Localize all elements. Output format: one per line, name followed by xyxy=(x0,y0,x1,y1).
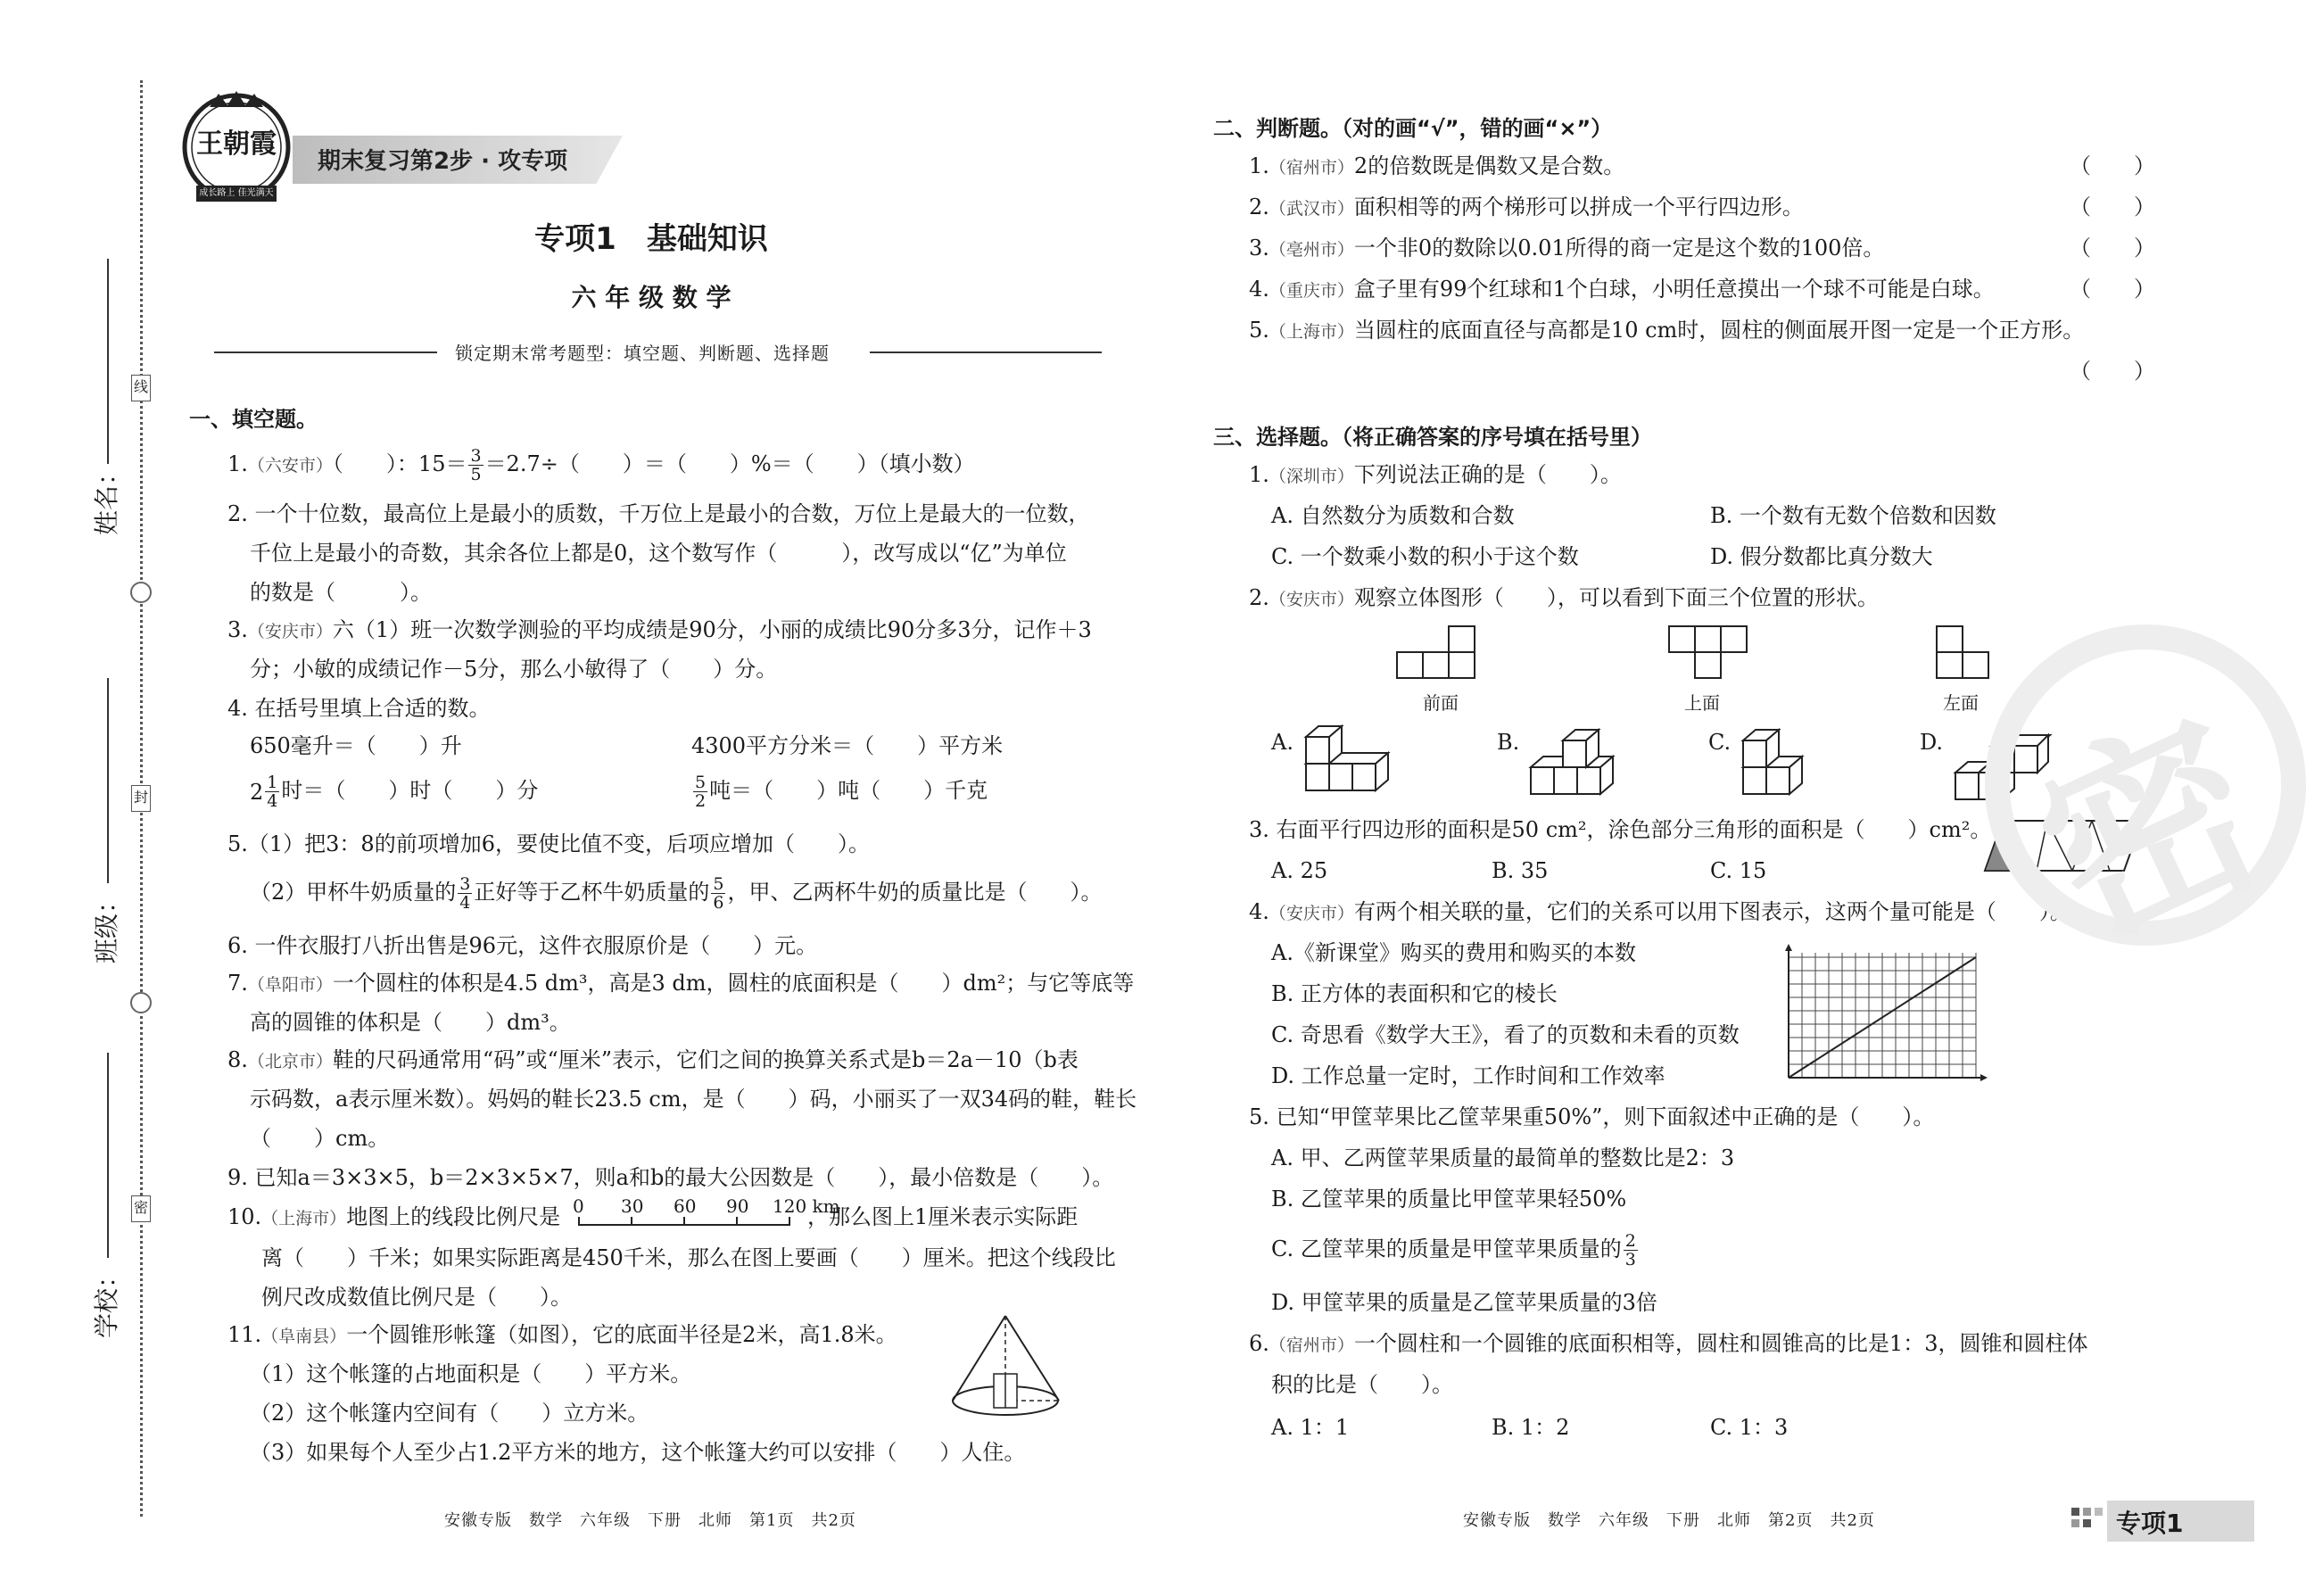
page-subtitle: 六 年 级 数 学 xyxy=(571,283,731,312)
seal-mark-1: 线 xyxy=(131,375,151,401)
q5-line-1: 5.（1）把3：8的前项增加6，要使比值不变，后项应增加（ ）。 xyxy=(227,831,870,856)
q11-line-1: 11.（阜南县）一个圆锥形帐篷（如图），它的底面半径是2米，高1.8米。 xyxy=(227,1322,897,1347)
page-title: 专项1 基础知识 xyxy=(534,221,768,257)
judge-4-answer[interactable]: （ ） xyxy=(2070,277,2155,302)
q4-title: 4. 在括号里填上合适的数。 xyxy=(227,696,491,721)
choice-3: 3. 右面平行四边形的面积是50 cm²，涂色部分三角形的面积是（ ）cm²。 xyxy=(1249,817,1992,842)
section-fill-blank-heading: 一、填空题。 xyxy=(189,407,318,432)
q4-c: 2 $\frac{1}{4}$ 时＝（ ）时（ ）分 xyxy=(250,773,539,811)
left-footer: 安徽专版 数学 六年级 下册 北师 第1页 共2页 xyxy=(444,1511,856,1530)
q4-d: $\frac{5}{2}$ 吨＝（ ）吨（ ）千克 xyxy=(695,773,988,811)
view-top-figure xyxy=(1668,624,1748,680)
choice-6-b: B. 1：2 xyxy=(1492,1415,1570,1440)
q3-line-2: 分；小敏的成绩记作－5分，那么小敏得了（ ）分。 xyxy=(250,657,778,682)
solid-b-figure xyxy=(1527,723,1634,798)
q8-line-2: 示码数，a表示厘米数）。妈妈的鞋长23.5 cm，是（ ）码，小丽买了一双34码的鞋，鞋长 xyxy=(250,1087,1137,1112)
q4-b: 4300平方分米＝（ ）平方米 xyxy=(691,733,1004,758)
solid-c-figure xyxy=(1740,723,1829,798)
q2-line-1: 2. 一个十位数，最高位上是最小的质数，千万位上是最小的合数，万位上是最大的一位数， xyxy=(227,501,1090,526)
scale-tick-60: 60 xyxy=(674,1195,697,1217)
scale-tick-0: 0 xyxy=(573,1195,584,1217)
q9-line: 9. 已知a＝3×3×5，b＝2×3×5×7，则a和b的最大公因数是（ ），最小倍数是（ ）。 xyxy=(227,1165,1114,1190)
choice-2-option-a: A. xyxy=(1271,730,1294,755)
tagline: 锁定期末常考题型：填空题、判断题、选择题 xyxy=(455,343,830,364)
choice-3-b: B. 35 xyxy=(1492,858,1549,883)
q1-line: 1.（六安市）（ ）：15＝ $\frac{3}{5}$ ＝2.7÷（ ）＝（ ）%＝（ ）（填小数） xyxy=(227,446,975,484)
choice-1-b: B. 一个数有无数个倍数和因数 xyxy=(1710,503,1996,528)
name-label: 姓名： xyxy=(92,459,121,535)
q4-a: 650毫升＝（ ）升 xyxy=(250,733,462,758)
choice-5: 5. 已知“甲筐苹果比乙筐苹果重50%”，则下面叙述中正确的是（ ）。 xyxy=(1249,1104,1935,1129)
judge-4: 4.（重庆市）盒子里有99个红球和1个白球，小明任意摸出一个球不可能是白球。 xyxy=(1249,277,1995,302)
choice-1-c: C. 一个数乘小数的积小于这个数 xyxy=(1271,544,1579,569)
choice-6-c: C. 1：3 xyxy=(1710,1415,1789,1440)
q3-line-1: 3.（安庆市）六（1）班一次数学测验的平均成绩是90分，小丽的成绩比90分多3分，记作＋3 xyxy=(227,617,1092,642)
choice-6-line-1: 6.（宿州市）一个圆柱和一个圆锥的底面积相等，圆柱和圆锥高的比是1：3，圆锥和圆柱体 xyxy=(1249,1331,2088,1356)
choice-6-a: A. 1：1 xyxy=(1271,1415,1350,1440)
choice-4-a: A.《新课堂》购买的费用和购买的本数 xyxy=(1271,940,1636,965)
view-left-label: 左面 xyxy=(1943,692,1979,714)
binding-circle-1 xyxy=(130,582,152,603)
q11-line-4: （3）如果每个人至少占1.2平方米的地方，这个帐篷大约可以安排（ ）人住。 xyxy=(250,1440,1026,1465)
q10-line-1b: ，那么图上1厘米表示实际距 xyxy=(807,1204,1079,1229)
scale-bar xyxy=(573,1195,840,1236)
q2-line-2: 千位上是最小的奇数，其余各位上都是0，这个数写作（ ），改写成以“亿”为单位 xyxy=(250,541,1067,566)
class-field[interactable] xyxy=(107,678,109,883)
choice-2-option-d: D. xyxy=(1920,730,1944,755)
logo-text: 王朝霞 xyxy=(196,128,277,160)
view-front-label: 前面 xyxy=(1423,692,1459,714)
binding-circle-2 xyxy=(130,992,152,1013)
watermark-seal xyxy=(1985,624,2306,984)
line-graph-figure xyxy=(1775,944,1989,1087)
q10-line-2: 离（ ）千米；如果实际距离是450千米，那么在图上要画（ ）厘米。把这个线段比 xyxy=(261,1245,1116,1270)
choice-5-c: C. 乙筐苹果的质量是甲筐苹果质量的 $\frac{2}{3}$ xyxy=(1271,1231,1636,1269)
q7-line-2: 高的圆锥的体积是（ ）dm³。 xyxy=(250,1010,571,1035)
scale-tick-90: 90 xyxy=(726,1195,749,1217)
brand-logo xyxy=(178,89,294,205)
judge-3-answer[interactable]: （ ） xyxy=(2070,236,2155,260)
seal-mark-2: 封 xyxy=(131,785,151,812)
q5-line-2: （2）甲杯牛奶质量的 $\frac{3}{4}$ 正好等于乙杯牛奶质量的 $\frac{5}{6}$ ，甲、乙两杯牛奶的质量比是（ ）。 xyxy=(250,874,1103,913)
choice-4-d: D. 工作总量一定时，工作时间和工作效率 xyxy=(1271,1063,1665,1088)
judge-2-answer[interactable]: （ ） xyxy=(2070,194,2155,219)
judge-1-answer[interactable]: （ ） xyxy=(2070,153,2155,178)
scale-tick-30: 30 xyxy=(621,1195,644,1217)
solid-a-figure xyxy=(1302,723,1409,794)
right-footer: 安徽专版 数学 六年级 下册 北师 第2页 共2页 xyxy=(1463,1511,1875,1530)
class-label: 班级： xyxy=(92,888,121,963)
choice-2: 2.（安庆市）观察立体图形（ ），可以看到下面三个位置的形状。 xyxy=(1249,585,1879,610)
choice-3-c: C. 15 xyxy=(1710,858,1767,883)
choice-2-option-b: B. xyxy=(1497,730,1520,755)
view-left-figure xyxy=(1936,624,1991,680)
section-choice-heading: 三、选择题。（将正确答案的序号填在括号里） xyxy=(1213,425,1652,450)
q8-line-1: 8.（北京市）鞋的尺码通常用“码”或“厘米”表示，它们之间的换算关系式是b＝2a－10（b表 xyxy=(227,1047,1079,1072)
seal-mark-3: 密 xyxy=(131,1195,151,1222)
scale-tick-120: 120 km xyxy=(773,1195,840,1217)
choice-5-b: B. 乙筐苹果的质量比甲筐苹果轻50% xyxy=(1271,1187,1627,1211)
judge-1: 1.（宿州市）2的倍数既是偶数又是合数。 xyxy=(1249,153,1625,178)
choice-5-d: D. 甲筐苹果的质量是乙筐苹果质量的3倍 xyxy=(1271,1290,1657,1315)
q11-line-2: （1）这个帐篷的占地面积是（ ）平方米。 xyxy=(250,1361,692,1386)
page-tab-label: 专项1 xyxy=(2116,1509,2184,1538)
page-tab-squares xyxy=(2071,1508,2107,1531)
judge-5-answer[interactable]: （ ） xyxy=(2070,359,2155,384)
choice-4-c: C. 奇思看《数学大王》，看了的页数和未看的页数 xyxy=(1271,1022,1740,1047)
choice-1: 1.（深圳市）下列说法正确的是（ ）。 xyxy=(1249,462,1622,487)
judge-5: 5.（上海市）当圆柱的底面直径与高都是10 cm时，圆柱的侧面展开图一定是一个正方形。 xyxy=(1249,318,2085,343)
choice-6-line-2: 积的比是（ ）。 xyxy=(1271,1372,1453,1397)
cone-tent-figure xyxy=(946,1311,1066,1423)
choice-4: 4.（安庆市）有两个相关联的量，它们的关系可以用下图表示，这两个量可能是（ ）。 xyxy=(1249,899,2071,924)
choice-5-a: A. 甲、乙两筐苹果质量的最简单的整数比是2：3 xyxy=(1271,1145,1735,1170)
header-banner-text: 期末复习第2步 · 攻专项 xyxy=(318,148,568,175)
q8-line-3: （ ）cm。 xyxy=(250,1126,390,1151)
choice-4-b: B. 正方体的表面积和它的棱长 xyxy=(1271,981,1558,1006)
choice-2-option-c: C. xyxy=(1708,730,1732,755)
choice-1-a: A. 自然数分为质数和合数 xyxy=(1271,503,1515,528)
logo-ribbon: 成长路上 佳光满天 xyxy=(199,188,274,198)
tagline-rule-left xyxy=(214,351,437,353)
choice-1-d: D. 假分数都比真分数大 xyxy=(1710,544,1933,569)
view-top-label: 上面 xyxy=(1684,692,1720,714)
tagline-rule-right xyxy=(870,351,1102,353)
q1-fraction: $\frac{3}{5}$ xyxy=(470,446,482,484)
q6-line: 6. 一件衣服打八折出售是96元，这件衣服原价是（ ）元。 xyxy=(227,933,818,958)
judge-2: 2.（武汉市）面积相等的两个梯形可以拼成一个平行四边形。 xyxy=(1249,194,1804,219)
watermark-text: 密 xyxy=(2007,680,2294,984)
school-field[interactable] xyxy=(107,1053,109,1258)
q11-line-3: （2）这个帐篷内空间有（ ）立方米。 xyxy=(250,1401,649,1426)
q10-line-3: 例尺改成数值比例尺是（ ）。 xyxy=(261,1285,572,1310)
view-front-figure xyxy=(1396,624,1476,680)
q10-line-1: 10.（上海市）地图上的线段比例尺是 xyxy=(227,1204,561,1229)
q2-line-3: 的数是（ ）。 xyxy=(250,580,432,605)
school-label: 学校： xyxy=(92,1262,121,1338)
section-judge-heading: 二、判断题。（对的画“√”，错的画“×”） xyxy=(1213,116,1613,141)
choice-3-a: A. 25 xyxy=(1271,858,1328,883)
judge-3: 3.（亳州市）一个非0的数除以0.01所得的商一定是这个数的100倍。 xyxy=(1249,236,1885,260)
q7-line-1: 7.（阜阳市）一个圆柱的体积是4.5 dm³，高是3 dm，圆柱的底面积是（ ）dm²；与它等底等 xyxy=(227,971,1135,996)
